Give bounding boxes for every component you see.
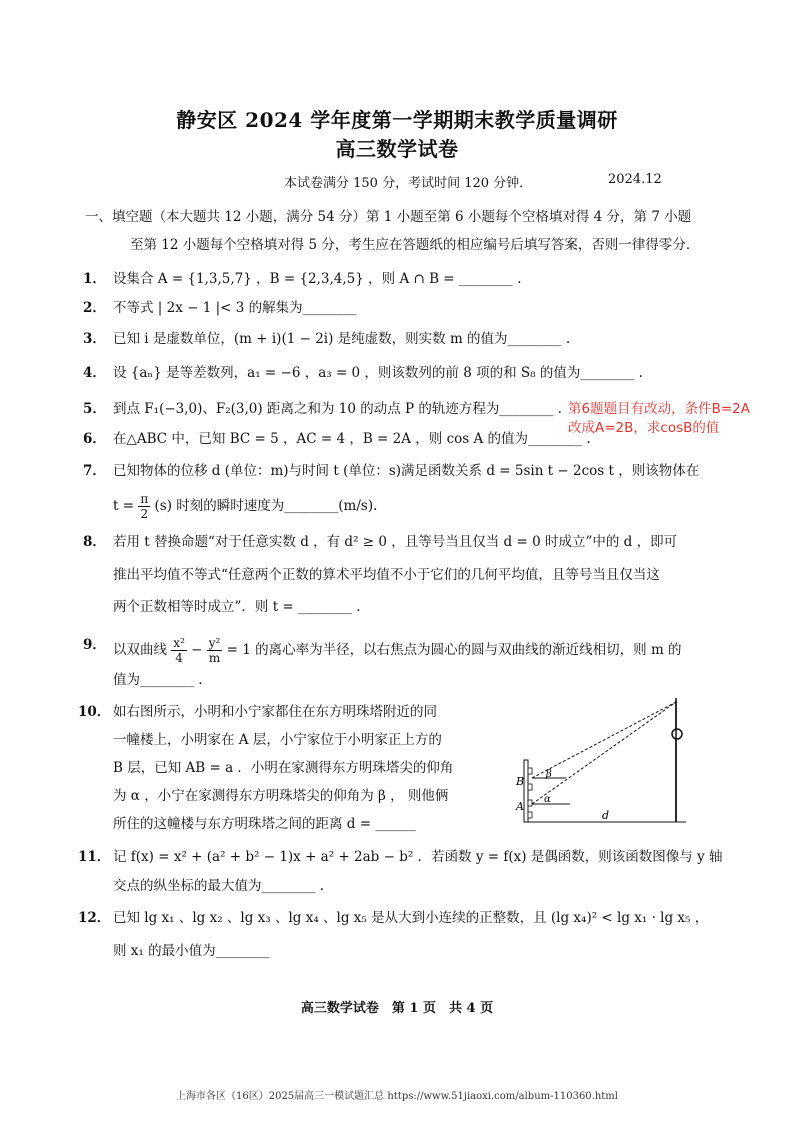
- question-9: [83, 636, 682, 665]
- fraction-numerator: π: [140, 492, 149, 506]
- question-8: [83, 533, 678, 551]
- question-number: 9．: [83, 637, 106, 653]
- question-5: [83, 400, 562, 418]
- window-mark: [528, 768, 532, 774]
- window-mark: [528, 800, 532, 806]
- question-10-line-3: B 层，已知 AB = a ．小明在家测得东方明珠塔尖的仰角: [113, 760, 454, 776]
- question-text-line-1: 已知 lg x₁ 、lg x₂ 、lg x₃ 、lg x₄ 、lg x₅ 是从大到小连续的正整数，且 (lg x₄)² < lg x₁ · lg x₅ ，: [113, 910, 709, 926]
- x-squared-over-4-fraction: [171, 636, 187, 665]
- label-b: B: [516, 775, 525, 788]
- question-11: [78, 848, 723, 866]
- question-text-line-1: 若用 t 替换命题“对于任意实数 d ，有 d² ≥ 0 ，且等号当且仅当 d = 0 时成立”中的 d ，即可: [113, 534, 678, 550]
- question-text-pre: 以双曲线: [113, 642, 167, 658]
- fraction-denominator: 2: [140, 507, 149, 521]
- label-d: d: [602, 809, 610, 822]
- question-6: [83, 430, 591, 448]
- label-a: A: [516, 800, 524, 813]
- question-number: 4．: [83, 365, 106, 381]
- page-footer: 高三数学试卷 第 1 页 共 4 页: [300, 1001, 494, 1016]
- question-number: 11．: [78, 849, 111, 865]
- question-7-line-2: [113, 492, 377, 521]
- minus-sign: −: [191, 642, 203, 658]
- question-text-line-1: 已知物体的位移 d (单位：m)与时间 t (单位：s)满足函数关系 d = 5sin t − 2cos t ，则该物体在: [113, 463, 700, 479]
- exam-date: 2024.12: [608, 172, 662, 187]
- sight-line-b: [532, 702, 676, 778]
- question-12-line-2: 则 x₁ 的最小值为________: [113, 943, 270, 959]
- question-text-line-2: (s) 时刻的瞬时速度为________(m/s).: [154, 498, 378, 514]
- tower-building-figure: [500, 690, 700, 830]
- window-mark: [528, 812, 532, 818]
- question-8-line-2: 推出平均值不等式“任意两个正数的算术平均值不小于它们的几何平均值，且等号当且仅当这: [113, 567, 660, 583]
- question-10-line-2: 一幢楼上，小明家在 A 层，小宁家位于小明家正上方的: [113, 732, 442, 748]
- pi-over-two-fraction: [138, 492, 150, 521]
- exam-title: 静安区 2024 学年度第一学期期末教学质量调研: [176, 108, 618, 132]
- question-text-line-1: 记 f(x) = x² + (a² + b² − 1)x + a² + 2ab − b² ．若函数 y = f(x) 是偶函数，则该函数图像与 y 轴: [113, 849, 723, 865]
- question-1: [83, 270, 522, 288]
- question-text: 设集合 A = {1,3,5,7} ，B = {2,3,4,5} ，则 A ∩ B = ________ .: [113, 271, 522, 287]
- section-instructions: 至第 12 小题每个空格填对得 5 分，考生应在答题纸的相应编号后填写答案，否则一律得零分．: [130, 237, 700, 253]
- question-10: [78, 703, 437, 721]
- question-3: [83, 330, 571, 348]
- question-number: 3．: [83, 331, 106, 347]
- question-text: 已知 i 是虚数单位，(m + i)(1 − 2i) 是纯虚数，则实数 m 的值为________ .: [113, 331, 571, 347]
- y-squared-over-m-fraction: [207, 636, 223, 665]
- question-number: 12．: [78, 910, 111, 926]
- sight-line-a: [532, 702, 676, 804]
- question-text: 到点 F₁(−3,0)、F₂(3,0) 距离之和为 10 的动点 P 的轨迹方程为________ .: [113, 401, 562, 417]
- question-4: [83, 364, 643, 382]
- source-line: 上海市各区（16区）2025届高三一模试题汇总 https://www.51jiaoxi.com/album-110360.html: [176, 1091, 618, 1102]
- question-7: [83, 462, 700, 480]
- tower-sphere: [672, 729, 682, 739]
- question-text: 在△ABC 中，已知 BC = 5 ，AC = 4 ，B = 2A ，则 cos A 的值为________ .: [113, 431, 591, 447]
- question-number: 1．: [83, 271, 106, 287]
- label-beta: β: [546, 769, 552, 780]
- question-10-line-4: 为 α ，小宁在家测得东方明珠塔尖的仰角为 β ， 则他俩: [113, 788, 449, 804]
- edit-note-line-1: 第6题题目有改动，条件B=2A: [568, 401, 750, 417]
- section-heading: 一、填空题（本大题共 12 小题，满分 54 分）第 1 小题至第 6 小题每个空格填对得 4 分，第 7 小题: [85, 209, 692, 225]
- question-number: 5．: [83, 401, 106, 417]
- question-text: 不等式 | 2x − 1 |< 3 的解集为________: [113, 300, 357, 316]
- question-8-line-3: 两个正数相等时成立”．则 t = ________ .: [113, 599, 361, 615]
- question-text-line-1: 如右图所示，小明和小宁家都住在东方明珠塔附近的同: [113, 704, 437, 720]
- fraction-denominator: m: [208, 651, 221, 665]
- exam-info: 本试卷满分 150 分，考试时间 120 分钟．: [284, 176, 533, 191]
- label-alpha: α: [544, 794, 551, 805]
- question-11-line-2: 交点的纵坐标的最大值为________ .: [113, 878, 325, 894]
- edit-note-line-2: 改成A=2B，求cosB的值: [568, 420, 720, 436]
- question-2: [83, 299, 357, 317]
- question-number: 10．: [78, 704, 111, 720]
- window-mark: [528, 784, 532, 790]
- question-10-line-5: 所住的这幢楼与东方明珠塔之间的距离 d = ______: [113, 816, 416, 832]
- edit-note: [568, 400, 750, 438]
- fraction-denominator: 4: [175, 651, 183, 665]
- question-12: [78, 909, 709, 927]
- exam-subtitle: 高三数学试卷: [335, 137, 459, 161]
- question-number: 8．: [83, 534, 106, 550]
- time-variable: t =: [113, 498, 135, 514]
- fraction-numerator: x²: [173, 636, 185, 650]
- question-text: 设 {aₙ} 是等差数列，a₁ = −6 ，a₃ = 0 ，则该数列的前 8 项的和 S₈ 的值为________ .: [113, 365, 643, 381]
- fraction-numerator: y²: [208, 636, 221, 650]
- question-number: 6．: [83, 431, 106, 447]
- question-9-line-2: 值为________ .: [113, 672, 203, 688]
- building-wall: [524, 760, 528, 822]
- question-text-post: = 1 的离心率为半径，以右焦点为圆心的圆与双曲线的渐近线相切，则 m 的: [226, 642, 682, 658]
- question-number: 2．: [83, 300, 106, 316]
- question-number: 7．: [83, 463, 106, 479]
